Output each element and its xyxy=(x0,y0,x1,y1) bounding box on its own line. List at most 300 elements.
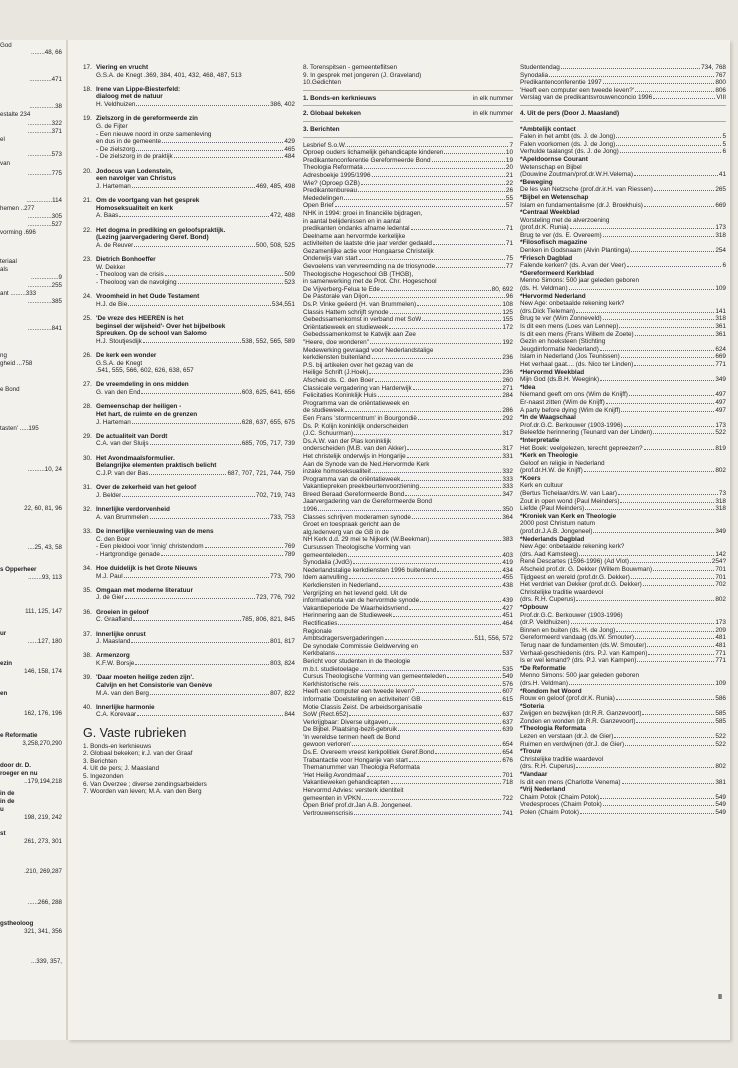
left-page-fragment: ..179,194,218 xyxy=(24,778,62,785)
dot-leader xyxy=(635,638,714,639)
index-entry xyxy=(520,551,726,559)
entry-pages: 669 xyxy=(715,201,726,209)
index-entry xyxy=(520,779,726,787)
entry-text: Synodalia (JvdG) xyxy=(303,559,353,567)
entry-pages: 286 xyxy=(502,407,513,415)
entry-pages: 349 xyxy=(715,376,726,384)
left-page-fragment: ......127, 180 xyxy=(27,638,62,645)
entry-text: Binnen en buiten (ds. H. de Jong) xyxy=(520,626,616,634)
entry-text: Onderwijs van start xyxy=(303,255,358,263)
article-body xyxy=(96,506,295,521)
dot-leader xyxy=(128,305,271,306)
article-title: De actualiteit van Dordt xyxy=(96,432,168,440)
entry-text: Predikantenbureau xyxy=(303,187,358,195)
article-number: 36. xyxy=(83,608,92,616)
index-entry xyxy=(303,787,513,795)
entry-text: De Bijbel. Plaatsing-bezit-gebruik xyxy=(303,726,398,734)
index-entry xyxy=(520,741,726,749)
dot-leader xyxy=(162,142,283,143)
entry-pages: 806 xyxy=(715,86,726,94)
entry-text: C.A. Korevaar xyxy=(96,711,137,719)
dot-leader xyxy=(635,335,715,336)
entry-pages: 464 xyxy=(502,619,513,627)
index-entry xyxy=(303,521,513,529)
entry-pages: 333 xyxy=(502,475,513,483)
entry-text: Prof.dr.G.C. Berkouwer (1903-1996) xyxy=(520,421,623,429)
index-entry xyxy=(303,225,513,233)
publication-heading: *Ambtelijk contact xyxy=(520,125,576,133)
left-page-fragment: ..............305 xyxy=(27,213,62,220)
left-page-fragment: ...339, 357, xyxy=(31,958,62,965)
article-body xyxy=(96,484,295,499)
article-entry xyxy=(83,704,295,719)
dot-leader xyxy=(141,393,240,394)
entry-text: Falen in het ambt (ds. J. de Jong) xyxy=(520,133,616,141)
section-label: 1. Bonds-en kerknieuws xyxy=(303,94,377,102)
dot-leader xyxy=(391,783,502,784)
article-number: 25. xyxy=(83,314,92,322)
article-title: Innerlijke verdorvenheid xyxy=(96,506,170,514)
entry-pages: 576 xyxy=(502,680,513,688)
index-entry xyxy=(303,453,513,461)
article-body xyxy=(96,704,295,719)
entry-pages: 773, 790 xyxy=(270,572,295,580)
article-title: Vroomheid in het Oude Testament xyxy=(96,293,200,301)
publication-heading: *In de Waagschaal xyxy=(520,414,576,422)
entry-text: Ds. P. Kolijn koninklijk onderscheiden xyxy=(303,422,409,430)
entry-text: Vakantieweken gehandicapten xyxy=(303,779,390,787)
rubriek-item: 6. Van Overzee ; diverse zendingsarbeiders xyxy=(83,780,207,788)
article-body xyxy=(96,256,295,286)
entry-text: Menno Simons: 500 jaar geleden geboren xyxy=(520,672,640,680)
index-entry xyxy=(96,551,295,559)
dot-leader xyxy=(359,259,505,260)
dot-leader xyxy=(174,157,284,158)
dot-leader xyxy=(372,176,505,177)
index-entry xyxy=(520,171,726,179)
entry-pages: 284 xyxy=(502,392,513,400)
index-entry xyxy=(303,666,513,674)
article-title: Innerlijke onrust xyxy=(96,630,146,638)
dot-leader xyxy=(437,571,501,572)
index-entry xyxy=(520,315,726,323)
index-entry xyxy=(520,650,726,658)
entry-text: Jeugdinformatie Nederland) xyxy=(520,345,599,353)
left-page-fragment: e Reformatie xyxy=(0,732,38,739)
entry-pages: 271 xyxy=(502,384,513,392)
entry-text: - Een pleidooi voor 'innig' christendom xyxy=(96,543,204,551)
entry-pages: 173 xyxy=(715,619,726,627)
dot-leader xyxy=(549,76,714,77)
dot-leader xyxy=(401,480,501,481)
index-entry xyxy=(303,491,513,499)
entry-pages: 318 xyxy=(715,231,726,239)
left-page-fragment: ..............527 xyxy=(27,221,62,228)
index-entry xyxy=(520,79,726,87)
article-body xyxy=(96,433,295,448)
entry-text: J. Belder xyxy=(96,491,122,499)
entry-pages: 260 xyxy=(502,376,513,384)
entry-text: NH Kerk d.d. 29 mei te Nijkerk (W.Beekman) xyxy=(303,536,430,544)
index-entry xyxy=(303,612,513,620)
dot-leader xyxy=(150,694,269,695)
dot-leader xyxy=(420,601,501,602)
article-body xyxy=(96,403,295,426)
dot-leader xyxy=(584,471,715,472)
index-entry xyxy=(303,301,513,309)
entry-text: A. van Brummelen xyxy=(96,513,149,521)
entry-pages: 800 xyxy=(715,79,726,87)
entry-pages: 6 xyxy=(722,262,726,270)
section-heading xyxy=(303,95,513,103)
entry-text: Breed Beraad Gereformeerde Bond xyxy=(303,490,405,498)
entry-pages: 535 xyxy=(502,665,513,673)
article-body xyxy=(96,565,295,580)
entry-text: - Een nieuwe noord in onze samenleving xyxy=(96,130,212,138)
entry-text: Is dit een mens (Loes van Lennep) xyxy=(520,323,619,330)
entry-text: - Hartgrondige genade xyxy=(96,550,160,558)
article-entry xyxy=(83,256,295,286)
dot-leader xyxy=(413,389,502,390)
dot-leader xyxy=(600,350,714,351)
entry-text: en dus in de gemeente xyxy=(96,138,162,146)
index-entry xyxy=(303,331,513,339)
article-number: 31. xyxy=(83,484,92,492)
entry-pages: 654 xyxy=(502,749,513,757)
publication-heading: *Beweging xyxy=(520,178,553,186)
index-entry xyxy=(303,597,513,605)
entry-pages: 637 xyxy=(502,718,513,726)
entry-text: Zonden en wonden (dr.R.R. Ganzevoort) xyxy=(520,717,636,725)
entry-pages: 318 xyxy=(715,497,726,505)
index-entry xyxy=(303,293,513,301)
index-entry xyxy=(303,415,513,423)
dot-leader xyxy=(642,714,714,715)
entry-text: Oriëntatieweek en studieweek xyxy=(303,323,389,331)
index-entry xyxy=(303,544,513,552)
dot-leader xyxy=(358,191,505,192)
dot-leader xyxy=(149,474,226,475)
left-page-fragment: st xyxy=(0,830,6,837)
article-entry xyxy=(83,528,295,558)
index-entry xyxy=(303,271,513,279)
dot-leader xyxy=(335,206,505,207)
entry-text: Het Boek: veelgelezen, terecht gepreezen? xyxy=(520,444,643,452)
entry-pages: 722 xyxy=(502,794,513,802)
dot-leader xyxy=(600,380,714,381)
left-page-fragment: ..............775 xyxy=(27,170,62,177)
entry-text: Predikantenconferentie 1997 xyxy=(520,79,602,87)
entry-pages: 5 xyxy=(722,140,726,148)
entry-text: Groet en toespraak gericht aan de xyxy=(303,521,400,529)
article-number: 18. xyxy=(83,85,92,93)
dot-leader xyxy=(634,175,718,176)
dot-leader xyxy=(614,737,714,738)
article-body xyxy=(96,381,295,396)
index-entry xyxy=(303,423,513,431)
entry-text: Rouw en geloof (prof.dr.K. Runia) xyxy=(520,695,615,703)
article-title: 'De vreze des HEEREN is het beginsel der wijsheid'- Over het bijbelboek Spreuken. Op de school van Salomo xyxy=(96,314,226,338)
entry-text: Brug te ver (Wim Zonneveld) xyxy=(520,315,602,323)
article-entry xyxy=(83,64,295,79)
entry-text: M.A. van den Berg xyxy=(96,689,149,697)
article-body xyxy=(96,674,295,697)
dot-leader xyxy=(616,699,714,700)
entry-pages: 10 xyxy=(505,149,513,157)
index-entry xyxy=(303,210,513,218)
entry-pages: 481 xyxy=(715,641,726,649)
entry-pages: 511, 556, 572 xyxy=(474,635,513,643)
left-page-fragment: roeger en nu xyxy=(0,770,38,777)
left-page-fragment: 146, 158, 174 xyxy=(24,668,62,675)
left-page-fragment: ezin xyxy=(0,660,13,667)
entry-text: (drs.H. Veldman) xyxy=(520,679,568,687)
entry-text: predikanten ondanks afname ledental xyxy=(303,225,410,233)
rubriek-item: 10.Gedichten xyxy=(303,79,342,87)
dot-leader xyxy=(349,578,502,579)
index-entry xyxy=(303,552,513,560)
index-entry xyxy=(303,605,513,613)
entry-pages: 819 xyxy=(715,444,726,452)
index-entry xyxy=(96,131,295,139)
rubriek-item: 9. In gesprek met jongeren (J. Graveland) xyxy=(303,71,422,79)
entry-pages: 125 xyxy=(502,308,513,316)
publication-heading: *Hervormd Weekblad xyxy=(520,368,585,376)
index-entry xyxy=(96,594,295,602)
dot-leader xyxy=(134,246,255,247)
left-page-fragment: ......266, 288 xyxy=(27,899,62,906)
index-entry xyxy=(303,180,513,188)
dot-leader xyxy=(125,598,255,599)
entry-text: Wie? (Oproep GZB) xyxy=(303,179,360,187)
dot-leader xyxy=(644,449,715,450)
index-entry xyxy=(520,467,726,475)
entry-text: (prof.dr.K. Runia) xyxy=(520,224,569,232)
index-entry xyxy=(96,123,295,131)
entry-text: Lesbrief S.o.W. xyxy=(303,141,347,149)
entry-text: Een Frans 'stormcentrum' in Bourgondië xyxy=(303,414,417,422)
publication-heading: *Trouw xyxy=(520,748,542,756)
entry-pages: 586 xyxy=(715,695,726,703)
entry-text: Verkrijgbaar: Diverse uitgaven xyxy=(303,718,389,726)
article-title: Hoe duidelijk is het Grote Nieuws xyxy=(96,564,198,572)
left-page-fragment: 3,258,270,290 xyxy=(22,740,62,747)
entry-pages: 522 xyxy=(715,733,726,741)
entry-text: Programma van de oriëntatieweek xyxy=(303,475,401,483)
left-page-fragment: gheid ...758 xyxy=(0,360,33,367)
left-page-fragment: vorming .696 xyxy=(0,229,36,236)
index-entry xyxy=(520,680,726,688)
index-entry xyxy=(520,399,726,407)
entry-text: (prof.dr.J.A.B. Jongeneel) xyxy=(520,528,593,536)
dot-leader xyxy=(132,187,255,188)
index-entry xyxy=(520,733,726,741)
index-entry xyxy=(520,133,726,141)
entry-pages: 333 xyxy=(502,483,513,491)
index-entry xyxy=(520,224,726,232)
left-page-fragment: van xyxy=(0,160,10,167)
entry-text: Predikantenconferentie Gereformeerde Bond xyxy=(303,156,431,164)
dot-leader xyxy=(422,700,502,701)
left-page-fragment: ..............841 xyxy=(27,325,62,332)
dot-leader xyxy=(369,373,501,374)
left-page-fragment: ant .........333 xyxy=(0,290,37,297)
dot-leader xyxy=(619,327,714,328)
index-entry xyxy=(520,202,726,210)
left-page-fragment: ........48, 66 xyxy=(31,49,62,56)
column-berichten xyxy=(303,64,513,817)
entry-text: Is dit een mens (Charlotte Venema) xyxy=(520,778,621,786)
dot-leader xyxy=(136,150,283,151)
left-page-fragment: 321, 341, 356 xyxy=(24,928,62,935)
dot-leader xyxy=(654,190,714,191)
entry-pages: 347 xyxy=(502,490,513,498)
entry-text: Heilige Schrift (J.Hoek) xyxy=(303,369,369,377)
entry-pages: 21 xyxy=(505,171,513,179)
entry-pages: 549 xyxy=(715,793,726,801)
section-rule xyxy=(520,105,726,106)
entry-text: Menno Simons: 500 jaar geleden geboren xyxy=(520,277,640,285)
entry-text: Verslag van de predikantsvrouwenconcio 1996 xyxy=(520,94,653,102)
article-number: 21. xyxy=(83,197,92,205)
article-body xyxy=(96,528,295,558)
entry-text: Cursussen Theologische Vorming van xyxy=(303,544,411,552)
dot-leader xyxy=(629,395,714,396)
article-entry xyxy=(83,403,295,426)
left-page-fragment: in de xyxy=(0,790,15,797)
dot-leader xyxy=(135,664,269,665)
dot-leader xyxy=(372,472,501,473)
entry-pages: 549 xyxy=(502,673,513,681)
entry-pages: 701 xyxy=(715,573,726,581)
section-rule xyxy=(303,121,513,122)
index-entry xyxy=(96,360,295,368)
dot-leader xyxy=(347,146,508,147)
article-entry xyxy=(83,609,295,624)
article-title: Gemeenschap der heiligen - Het hart, de ruimte en de grenzen xyxy=(96,403,198,418)
left-page-fragment: estalte 234 xyxy=(0,111,31,118)
dot-leader xyxy=(131,642,269,643)
left-page-fragment: ..............255 xyxy=(27,282,62,289)
entry-pages: 801, 817 xyxy=(270,638,295,646)
index-entry xyxy=(96,638,295,646)
dot-leader xyxy=(375,381,502,382)
entry-pages: 419 xyxy=(502,559,513,567)
left-page-fragment: el xyxy=(0,136,5,143)
index-entry xyxy=(96,543,295,551)
article-entry xyxy=(83,652,295,667)
index-entry xyxy=(303,802,513,810)
entry-pages: 317 xyxy=(502,430,513,438)
publication-heading: *Vandaar xyxy=(520,771,548,779)
publication-heading: *Rondom het Woord xyxy=(520,687,582,695)
dot-leader xyxy=(407,449,501,450)
index-entry xyxy=(303,726,513,734)
rubriek-item: 7. Woorden van leven; M.A. van den Berg xyxy=(83,788,202,796)
dot-leader xyxy=(385,639,474,640)
entry-pages: 438 xyxy=(502,582,513,589)
publication-heading: *Bijbel en Wetenschap xyxy=(520,193,589,201)
entry-pages: 802 xyxy=(715,467,726,475)
entry-pages: 523 xyxy=(284,278,295,286)
entry-text: (prof.dr.H.W. de Knijff) xyxy=(520,467,583,475)
entry-text: P.S. bij artikelen over het gezag van de xyxy=(303,361,414,369)
index-entry xyxy=(303,567,513,575)
entry-text: informatienota van de hervormde synode xyxy=(303,597,420,605)
index-entry xyxy=(96,153,295,161)
entry-text: W. Dekker xyxy=(96,263,126,271)
index-entry xyxy=(96,212,295,220)
article-body xyxy=(96,352,295,375)
index-entry xyxy=(520,642,726,650)
index-entry xyxy=(520,87,726,95)
article-body xyxy=(96,455,295,478)
dot-leader xyxy=(345,411,501,412)
entry-pages: 141 xyxy=(715,307,726,315)
entry-text: Kerkhistorische reis xyxy=(303,680,359,688)
entry-pages: 734, 768 xyxy=(701,64,726,71)
entry-text: gemeenteleden xyxy=(303,551,348,559)
entry-pages: 5 xyxy=(722,133,726,141)
dot-leader xyxy=(336,654,501,655)
index-entry xyxy=(520,718,726,726)
entry-text: Nederlandstalige kerkdiensten 1996 buitenland xyxy=(303,566,437,574)
dot-leader xyxy=(603,319,715,320)
entry-text: Heeft een computer een tweede leven? xyxy=(303,688,415,696)
entry-text: de studieweek xyxy=(303,407,344,415)
entry-text: Vakantieperiode De Waarheidsvriend xyxy=(303,604,409,612)
dot-leader xyxy=(381,290,491,291)
entry-pages: 534,551 xyxy=(271,300,295,308)
index-entry xyxy=(96,440,295,448)
entry-pages: 57 xyxy=(505,202,513,210)
entry-text: 'In wereldse termen heeft de Bond xyxy=(303,733,401,741)
entry-text: H.J. Stoutjesdijk xyxy=(96,337,142,345)
dot-leader xyxy=(603,805,715,806)
dot-leader xyxy=(576,767,714,768)
entry-text: (J.C. Schuurman) xyxy=(303,430,354,438)
entry-text: activiteiten de laatste drie jaar verder gedaald xyxy=(303,240,432,248)
left-page-fragment: 162, 176, 196 xyxy=(24,710,62,717)
dot-leader xyxy=(603,83,715,84)
index-entry xyxy=(303,339,513,347)
entry-text: Terug naar de fundamenten (ds.W. Smouter) xyxy=(520,641,647,649)
index-entry xyxy=(520,482,726,490)
entry-pages: 55 xyxy=(505,194,513,202)
entry-pages: 500, 508, 525 xyxy=(255,241,295,249)
entry-text: J. Harteman xyxy=(96,182,131,190)
index-entry xyxy=(303,483,513,491)
left-page-fragment: door dr. D. xyxy=(0,762,31,769)
article-title: Viering en vrucht xyxy=(96,64,149,71)
left-page-fragment: s Opperheer xyxy=(0,566,37,573)
publication-heading: *Hervormd Nederland xyxy=(520,292,586,300)
entry-text: Herinnering aan de Studieweek xyxy=(303,612,393,620)
entry-text: 1996 xyxy=(303,506,318,514)
index-entry xyxy=(303,574,513,582)
entry-text: Christelijke traditie waardevol xyxy=(520,755,604,763)
entry-text: Islam en fundamentalisme (dr.J. Broekhuis) xyxy=(520,201,643,209)
dot-leader xyxy=(411,229,505,230)
dot-leader xyxy=(417,305,501,306)
entry-pages: 522 xyxy=(715,740,726,748)
article-entry xyxy=(83,168,295,191)
index-entry xyxy=(303,795,513,803)
entry-text: Ruimen en verdwijnen (dr.J. de Gier) xyxy=(520,740,625,748)
left-page-fragment: ........93, 113 xyxy=(28,574,62,581)
index-entry xyxy=(303,195,513,203)
entry-text: C. den Boer xyxy=(96,535,131,543)
